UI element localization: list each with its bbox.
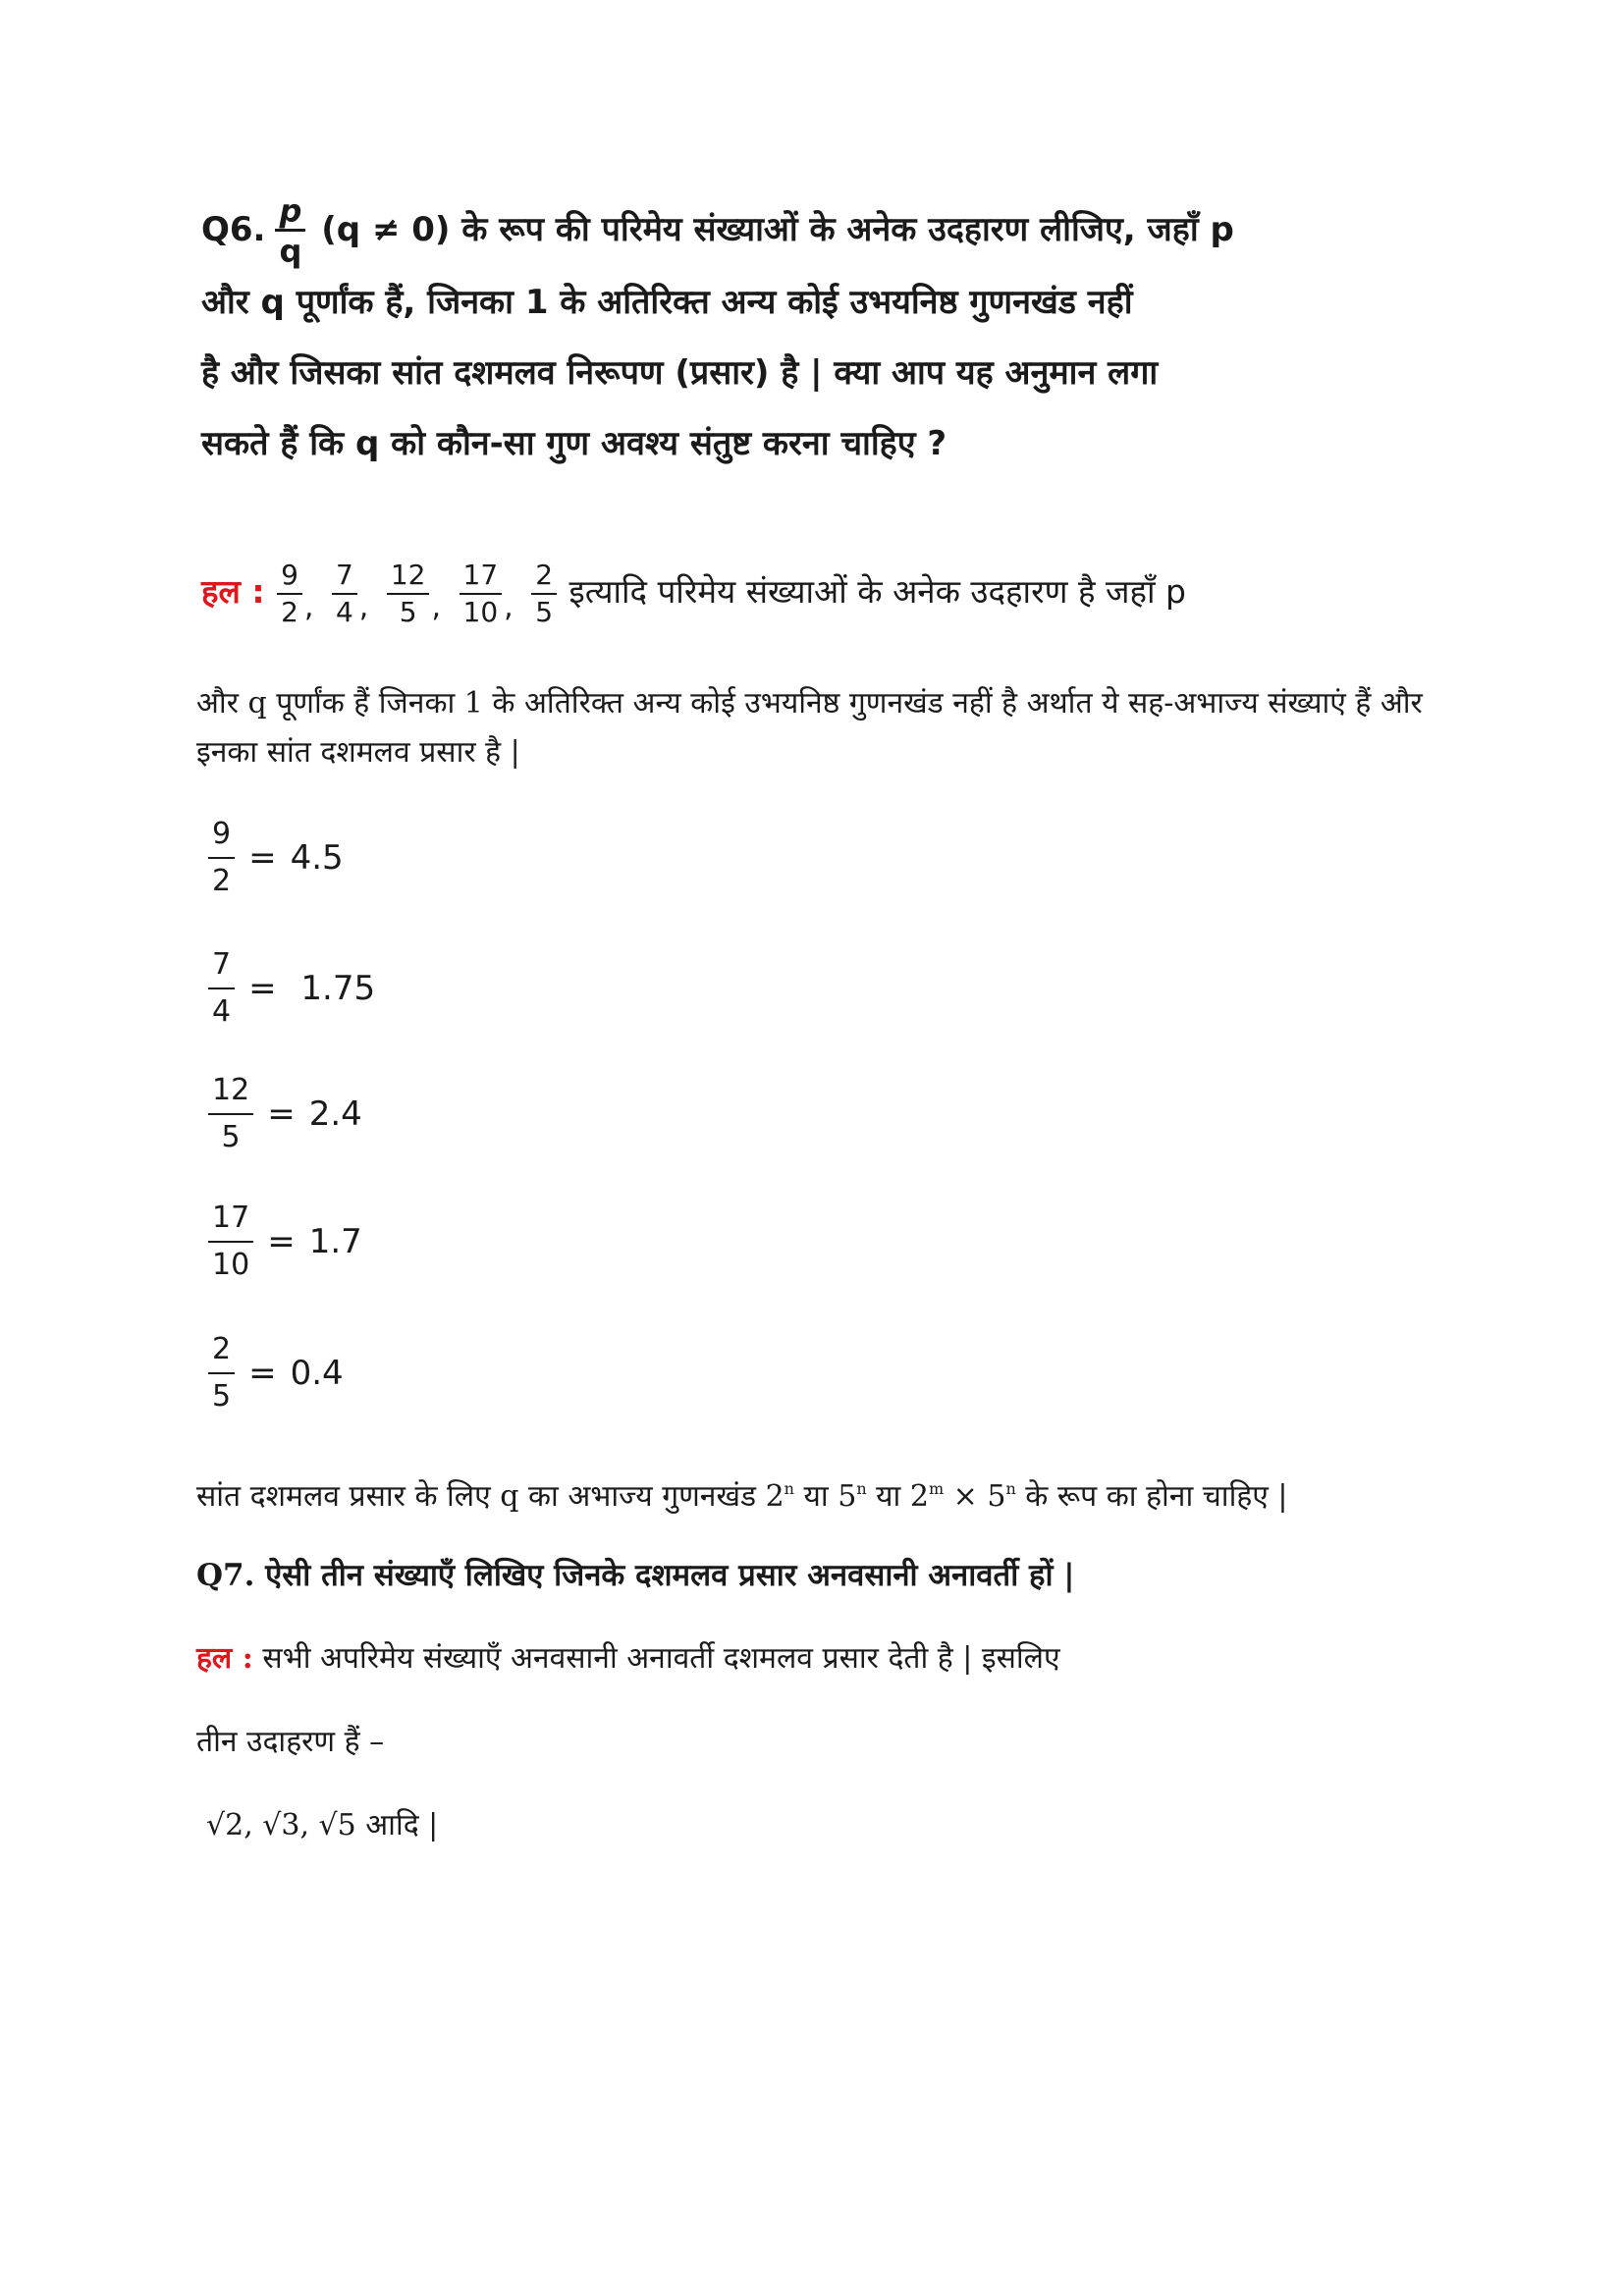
root-examples: √2, √3, √5 आदि | (206, 1808, 439, 1842)
q6-line-3: है और जिसका सांत दशमलव निरूपण (प्रसार) है | क्या आप यह अनुमान लगा (201, 353, 1159, 393)
fraction: $\frac{12}{5}$ (387, 561, 430, 626)
decimal-value: 4.5 (290, 838, 344, 878)
decimal-value: 0.4 (290, 1354, 344, 1393)
q6-line-2: और q पूर्णांक हैं, जिनका 1 के अतिरिक्त अन्य कोई उभयनिष्ठ गुणनखंड नहीं (201, 283, 1133, 322)
fraction: $\frac{2}{5}$ (531, 561, 557, 626)
equation-row: $\frac{9}{2}$ = 4.5 (208, 820, 344, 896)
examples-intro: तीन उदाहरण हैं – (196, 1725, 385, 1759)
fraction: $\frac{7}{4}$ (332, 561, 357, 626)
equation-row: $\frac{2}{5}$ = 0.4 (208, 1335, 344, 1412)
decimal-value: 1.7 (308, 1222, 362, 1261)
equation-row: $\frac{12}{5}$ = 2.4 (208, 1076, 362, 1152)
fraction: $\frac{2}{5}$ (208, 1335, 235, 1412)
question-6 (201, 194, 1448, 479)
decimal-value: 2.4 (308, 1095, 362, 1134)
solution-continuation: और q पूर्णांक हैं जिनका 1 के अतिरिक्त अन्य कोई उभयनिष्ठ गुणनखंड नहीं है अर्थात ये सह-अभाज्य संख्याएं हैं और इनका सांत दशमलव प्रसार है | (196, 686, 1423, 770)
fraction: $\frac{17}{10}$ (460, 561, 503, 626)
fraction: $\frac{17}{10}$ (208, 1203, 253, 1280)
q6-line-1-text: (q ≠ 0) के रूप की परिमेय संख्याओं के अनेक उदहारण लीजिए, जहाँ p (321, 210, 1234, 249)
solution-intro-text: इत्यादि परिमेय संख्याओं के अनेक उदहारण है जहाँ p (568, 572, 1186, 611)
q6-solution-intro: हल : $\frac{9}{2}$ , $\frac{7}{4}$ , $\frac{12}{5}$ , $\frac{17}{10}$ , $\frac{2}{5}$ इत्यादि परिमेय संख्याओं के अनेक उदहारण है जहाँ p (201, 558, 1186, 628)
equation-row: $\frac{17}{10}$ = 1.7 (208, 1203, 362, 1280)
fraction: $\frac{7}{4}$ (208, 950, 235, 1027)
solution-text: सभी अपरिमेय संख्याएँ अनवसानी अनावर्ती दशमलव प्रसार देती है | इसलिए (252, 1641, 1060, 1676)
solution-label: हल : (201, 572, 265, 611)
fraction: $\frac{9}{2}$ (277, 561, 302, 626)
solution-label: हल : (196, 1641, 253, 1676)
fraction: $\frac{12}{5}$ (208, 1076, 253, 1152)
q6-line-1 (201, 192, 1448, 270)
question-number: Q6. (201, 210, 266, 249)
equation-row: $\frac{7}{4}$ = 1.75 (208, 950, 375, 1027)
decimal-value: 1.75 (290, 969, 376, 1008)
terminating-decimal-note: सांत दशमलव प्रसार के लिए q का अभाज्य गुणनखंड 2$^n$ या 5$^n$ या $2^m \times 5^n$ के रूप का होना चाहिए | (196, 1479, 1288, 1514)
question-7: Q7. ऐसी तीन संख्याएँ लिखिए जिनके दशमलव प्रसार अनवसानी अनावर्ती हों | (196, 1558, 1075, 1593)
fraction: $\frac{9}{2}$ (208, 820, 235, 896)
q6-line-4: सकते हैं कि q को कौन-सा गुण अवश्य संतुष्ट करना चाहिए ? (201, 424, 947, 463)
fraction-p-over-q: $\frac{p}{q}$ (275, 195, 305, 267)
q7-solution (196, 1634, 1060, 1683)
